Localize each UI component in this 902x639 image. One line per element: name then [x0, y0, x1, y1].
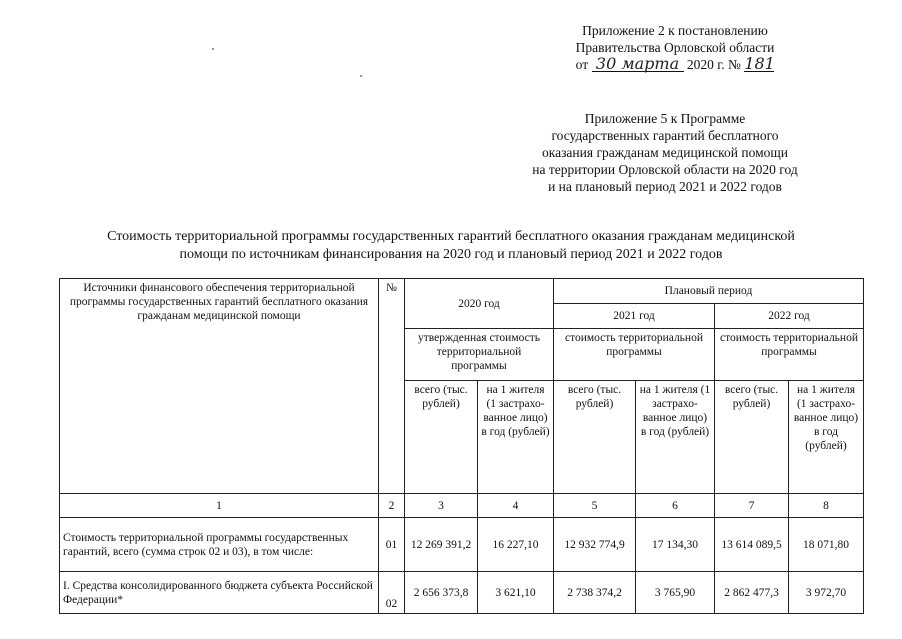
- cost-table: [59, 278, 864, 614]
- handwritten-date: 30 марта: [592, 57, 684, 72]
- row-value: 16 227,10: [478, 518, 554, 572]
- row-value: 12 269 391,2: [405, 518, 478, 572]
- col-number-7: 7: [715, 494, 789, 518]
- annex2-year-text: 2020 г. №: [686, 57, 741, 72]
- header-2022-per-capita: на 1 жителя (1 застрахо-ванное лицо) в год (рублей): [789, 381, 864, 494]
- row-value: 12 932 774,9: [554, 518, 636, 572]
- annex2-date-line: [560, 56, 790, 73]
- annex5-header: [490, 110, 840, 195]
- row-value: 2 862 477,3: [715, 572, 789, 614]
- annex5-line5: и на плановый период 2021 и 2022 годов: [548, 179, 782, 194]
- header-source: Источники финансового обеспечения территориальной программы государственных гарантий бесплатного оказания гражданам медицинской помощи: [60, 279, 379, 494]
- row-label: I. Средства консолидированного бюджета субъекта Российской Федерации*: [60, 572, 379, 614]
- header-number: №: [379, 279, 405, 494]
- dot-1: [212, 48, 214, 50]
- row-value: 17 134,30: [636, 518, 715, 572]
- annex5-line4: на территории Орловской области на 2020 год: [532, 162, 798, 177]
- col-number-5: 5: [554, 494, 636, 518]
- annex5-line2: государственных гарантий бесплатного: [551, 128, 779, 143]
- col-number-3: 3: [405, 494, 478, 518]
- annex5-line1: Приложение 5 к Программе: [584, 111, 746, 126]
- annex2-line1: Приложение 2 к постановлению: [582, 23, 768, 38]
- header-2021-total: всего (тыс. рублей): [554, 381, 636, 494]
- col-number-8: 8: [789, 494, 864, 518]
- title-line2: помощи по источникам финансирования на 2020 год и плановый период 2021 и 2022 годов: [179, 247, 723, 262]
- document-title: [40, 228, 862, 264]
- row-value: 3 621,10: [478, 572, 554, 614]
- table-row: [60, 518, 864, 572]
- row-value: 3 765,90: [636, 572, 715, 614]
- annex2-line2: Правительства Орловской области: [575, 40, 775, 55]
- row-value: 2 656 373,8: [405, 572, 478, 614]
- header-2021-per-capita: на 1 жителя (1 застрахо-ванное лицо) в год (рублей): [636, 381, 715, 494]
- header-2020-total: всего (тыс. рублей): [405, 381, 478, 494]
- dot-2: [360, 75, 362, 77]
- header-2022-total: всего (тыс. рублей): [715, 381, 789, 494]
- header-2022-sub: стоимость территориальной программы: [715, 329, 864, 381]
- handwritten-number: 181: [744, 54, 775, 73]
- header-2020-sub: утвержденная стоимость территориальной программы: [405, 329, 554, 381]
- header-2021: 2021 год: [554, 304, 715, 329]
- row-value: 2 738 374,2: [554, 572, 636, 614]
- col-number-6: 6: [636, 494, 715, 518]
- row-number: 01: [379, 518, 405, 572]
- col-number-2: 2: [379, 494, 405, 518]
- annex2-header: [560, 22, 790, 73]
- annex5-line3: оказания гражданам медицинской помощи: [541, 145, 789, 160]
- row-value: 3 972,70: [789, 572, 864, 614]
- row-number: 02: [379, 572, 405, 614]
- col-number-1: 1: [60, 494, 379, 518]
- annex2-from-prefix: от: [575, 57, 589, 72]
- row-value: 18 071,80: [789, 518, 864, 572]
- header-2020: 2020 год: [405, 279, 554, 329]
- header-2020-per-capita: на 1 жителя (1 застрахо-ванное лицо) в год (рублей): [478, 381, 554, 494]
- row-value: 13 614 089,5: [715, 518, 789, 572]
- header-planned-period: Плановый период: [554, 279, 864, 304]
- row-label: Стоимость территориальной программы государственных гарантий, всего (сумма строк 02 и 03), в том числе:: [60, 518, 379, 572]
- table-row: [60, 572, 864, 614]
- title-line1: Стоимость территориальной программы государственных гарантий бесплатного оказания гражданам медицинской: [107, 229, 795, 244]
- col-number-4: 4: [478, 494, 554, 518]
- header-2021-sub: стоимость территориальной программы: [554, 329, 715, 381]
- header-2022: 2022 год: [715, 304, 864, 329]
